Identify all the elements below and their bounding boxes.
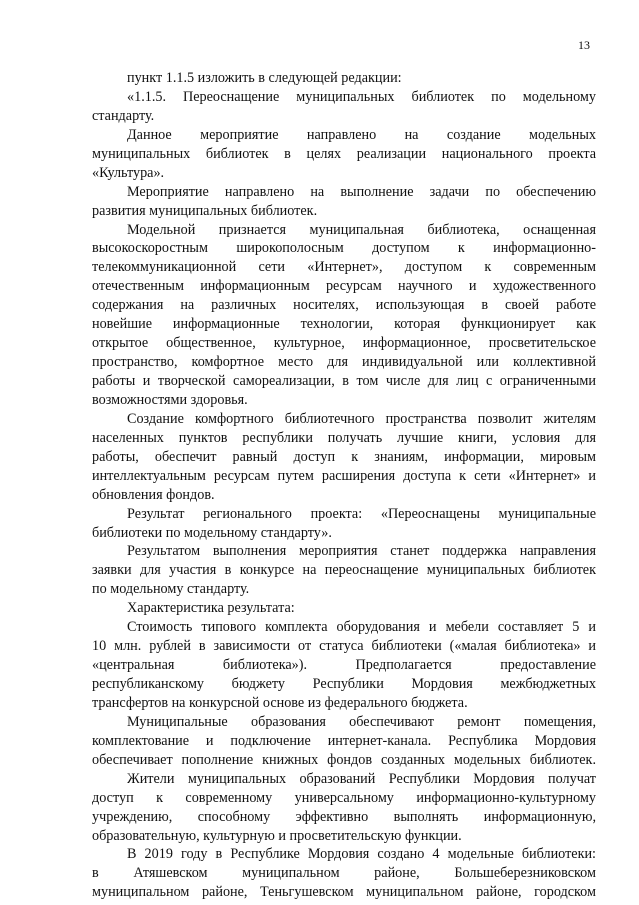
text-line: работы и творческой самореализации, в том числе для лиц с ограниченными bbox=[92, 373, 596, 389]
text-line: работы, обеспечит равный доступ к знаниям, информации, мировым bbox=[92, 448, 596, 465]
text-line: Жители муниципальных образований Республики Мордовия получат bbox=[127, 770, 596, 787]
text-line: учреждению, способному эффективно выполнять информационную, bbox=[92, 808, 596, 825]
text-line: муниципальном районе, Теньгушевском муниципальном районе, городском bbox=[92, 884, 596, 901]
page-number: 13 bbox=[578, 38, 590, 52]
text-line: стандарту. bbox=[92, 107, 155, 124]
text-line: развития муниципальных библиотек. bbox=[92, 202, 318, 219]
text-line: комплектование и подключение интернет-канала. Республика Мордовия bbox=[92, 732, 596, 749]
text-line: телекоммуникационной сети «Интернет», доступом к современным bbox=[92, 259, 596, 276]
text-line: открытое общественное, культурное, информационное, просветительское bbox=[92, 335, 596, 352]
text-line: отечественным информационным ресурсам научного и художественного bbox=[92, 278, 596, 295]
text-line: 10 млн. рублей в зависимости от статуса библиотеки («малая библиотека» и bbox=[92, 638, 596, 655]
text-line: доступ к современному универсальному информационно-культурному bbox=[92, 789, 596, 806]
text-line: «Культура». bbox=[92, 164, 165, 181]
text-line: трансфертов на конкурсной основе из федерального бюджета. bbox=[92, 694, 468, 711]
text-line: библиотеки по модельному стандарту». bbox=[92, 524, 332, 541]
text-line: Муниципальные образования обеспечивают ремонт помещения, bbox=[127, 713, 596, 730]
text-line: заявки для участия в конкурсе на переоснащение муниципальных библиотек bbox=[92, 562, 596, 579]
text-line: Результат регионального проекта: «Переоснащены муниципальные bbox=[127, 505, 596, 522]
text-line: Результатом выполнения мероприятия станет поддержка направления bbox=[127, 543, 596, 560]
text-line: содержания на различных носителях, использующая в своей работе bbox=[92, 297, 596, 314]
text-line: новейшие информационные технологии, которая функционирует как bbox=[92, 316, 596, 333]
text-line: по модельному стандарту. bbox=[92, 581, 250, 598]
text-line: в Атяшевском муниципальном районе, Большеберезниковском bbox=[92, 865, 596, 882]
text-line: В 2019 году в Республике Мордовия создано 4 модельные библиотеки: bbox=[127, 846, 596, 863]
text-line: Характеристика результата: bbox=[127, 600, 295, 617]
text-line: Создание комфортного библиотечного пространства позволит жителям bbox=[127, 410, 596, 427]
text-line: «центральная библиотека»). Предполагается предоставление bbox=[92, 657, 596, 674]
text-line: возможностями здоровья. bbox=[92, 391, 248, 408]
document-body bbox=[92, 69, 596, 902]
text-line: «1.1.5. Переоснащение муниципальных библиотек по модельному bbox=[127, 88, 596, 105]
text-line: населенных пунктов республики получать лучшие книги, условия для bbox=[92, 429, 596, 446]
text-line: образовательную, культурную и просветительскую функции. bbox=[92, 827, 462, 844]
text-line: высокоскоростным широкополосным доступом к информационно- bbox=[92, 240, 596, 257]
text-line: Стоимость типового комплекта оборудования и мебели составляет 5 и bbox=[127, 619, 596, 636]
text-line: республиканскому бюджету Республики Мордовия межбюджетных bbox=[92, 676, 596, 692]
text-line: обеспечивает пополнение книжных фондов созданных модельных библиотек. bbox=[92, 751, 596, 768]
text-line: обновления фондов. bbox=[92, 486, 215, 503]
text-line: пункт 1.1.5 изложить в следующей редакции: bbox=[127, 70, 402, 86]
text-line: муниципальных библиотек в целях реализации национального проекта bbox=[92, 145, 596, 162]
text-line: Мероприятие направлено на выполнение задачи по обеспечению bbox=[127, 183, 596, 200]
text-line: Модельной признается муниципальная библиотека, оснащенная bbox=[127, 221, 596, 238]
text-line: пространство, комфортное место для индивидуальной или коллективной bbox=[92, 354, 596, 371]
text-line: интеллектуальным ресурсам путем расширения доступа к сети «Интернет» и bbox=[92, 467, 596, 484]
text-line: Данное мероприятие направлено на создание модельных bbox=[127, 126, 596, 143]
